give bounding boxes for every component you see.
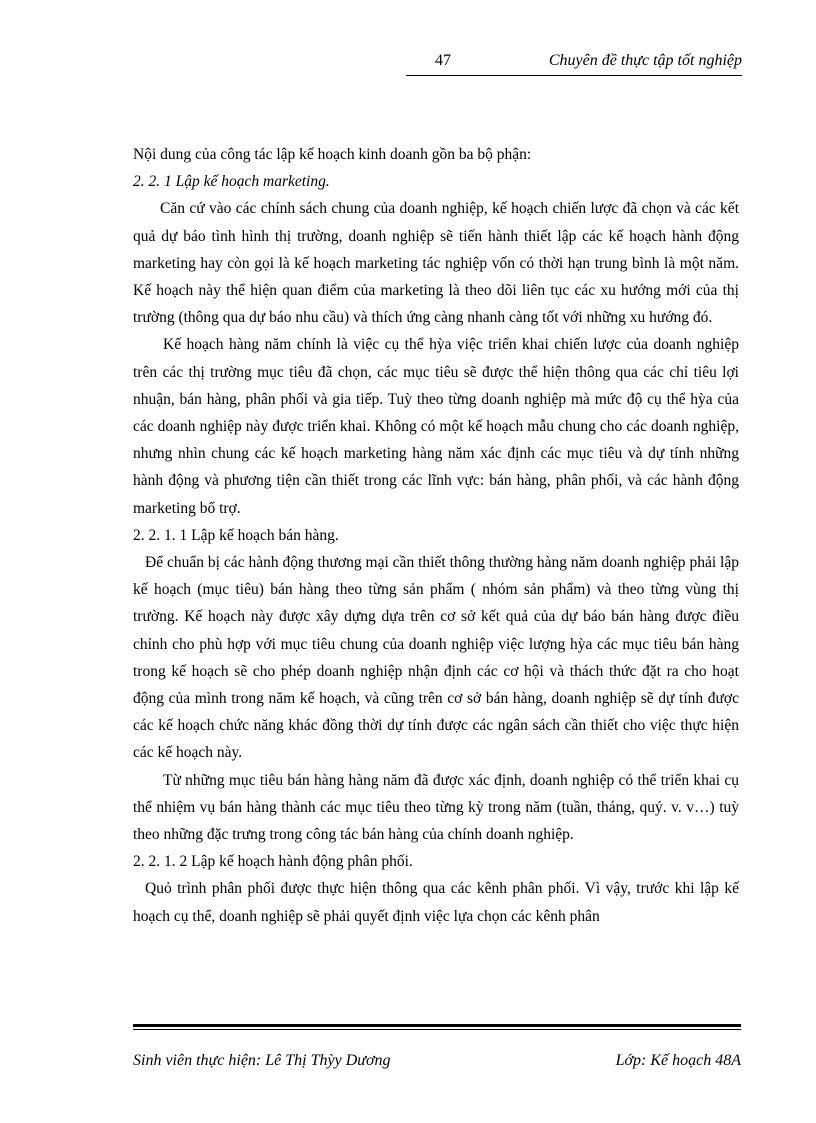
section-heading-2-2-1-1: 2. 2. 1. 1 Lập kế hoạch bán hàng.: [133, 526, 339, 544]
paragraph-4: Từ những mục tiêu bán hàng hàng năm đã được xác định, doanh nghiệp có thể triển khai cụ thể nhiệm vụ bán hàng thành các mục tiêu theo từng kỳ trong năm (tuần, tháng, quý. v. v…) tuỳ theo những đặc trưng trong công tác bán hàng của chính doanh nghiệp.: [133, 771, 739, 844]
header-title: Chuyên đề thực tập tốt nghiệp: [548, 52, 742, 69]
footer-rule-thin: [133, 1029, 741, 1030]
footer-student: Sinh viên thực hiện: Lê Thị Thỳy Dương: [133, 1052, 391, 1069]
paragraph-2: Kế hoạch hàng năm chính là việc cụ thể hỳa việc triển khai chiến lược của doanh nghiệp trên các thị trường mục tiêu đã chọn, các mục tiêu sẽ được thể hiện thông qua các chỉ tiêu lợi nhuận, bán hàng, phân phối và gia tiếp. Tuỳ theo từng doanh nghiệp mà mức độ cụ thể hỳa của các doanh nghiệp này được triển khai. Không có một kế hoạch mẫu chung cho các doanh nghiệp, nhưng nhìn chung các kế hoạch marketing hàng năm xác định các mục tiêu và dự tính những hành động và phương tiện cần thiết trong các lĩnh vực: bán hàng, phân phối, và các hành động marketing bổ trợ.: [133, 336, 739, 517]
header-rule: [406, 75, 742, 76]
section-heading-2-2-1: 2. 2. 1 Lập kế hoạch marketing.: [133, 173, 330, 191]
paragraph-3: Để chuẩn bị các hành động thương mại cần thiết thông thường hàng năm doanh nghiệp phải lập kế hoạch (mục tiêu) bán hàng theo từng sản phẩm ( nhóm sản phẩm) và theo từng vùng thị trường. Kế hoạch này được xây dựng dựa trên cơ sở kết quả của dự báo bán hàng được điều chỉnh cho phù hợp với mục tiêu chung của doanh nghiệp việc lượng hỳa các mục tiêu bán hàng trong kế hoạch sẽ cho phép doanh nghiệp nhận định các cơ hội và thách thức đặt ra cho hoạt động của mình trong năm kế hoạch, và cũng trên cơ sở bán hàng, doanh nghiệp sẽ dự tính được các kế hoạch chức năng khác đồng thời dự tính được các ngân sách cần thiết cho việc thực hiện các kế hoạch này.: [133, 554, 739, 762]
paragraph-1: Căn cứ vào các chính sách chung của doanh nghiệp, kế hoạch chiến lược đã chọn và các kết quả dự báo tình hình thị trường, doanh nghiệp sẽ tiến hành thiết lập các kế hoạch hành động marketing hay còn gọi là kế hoạch marketing tác nghiệp vốn có thời hạn trung bình là một năm. Kế hoạch này thể hiện quan điểm của marketing là theo dõi liên tục các xu hướng mới của thị trường (thông qua dự báo nhu cầu) và thích ứng càng nhanh càng tốt với những xu hướng đó.: [133, 200, 739, 327]
paragraph-5: Quỏ trình phân phối được thực hiện thông qua các kênh phân phối. Vì vậy, trước khi lập kế hoạch cụ thể, doanh nghiệp sẽ phải quyết định việc lựa chọn các kênh phân: [133, 880, 739, 925]
page-header: [406, 46, 742, 76]
section-heading-2-2-1-2: 2. 2. 1. 2 Lập kế hoạch hành động phân phối.: [133, 853, 413, 871]
footer-rule-thick: [133, 1024, 741, 1027]
footer-class: Lớp: Kế hoạch 48A: [615, 1052, 741, 1069]
page-body: [133, 141, 739, 930]
intro-paragraph: Nội dung của công tác lập kế hoạch kinh doanh gồn ba bộ phận:: [133, 146, 532, 163]
page-number: 47: [435, 52, 451, 69]
